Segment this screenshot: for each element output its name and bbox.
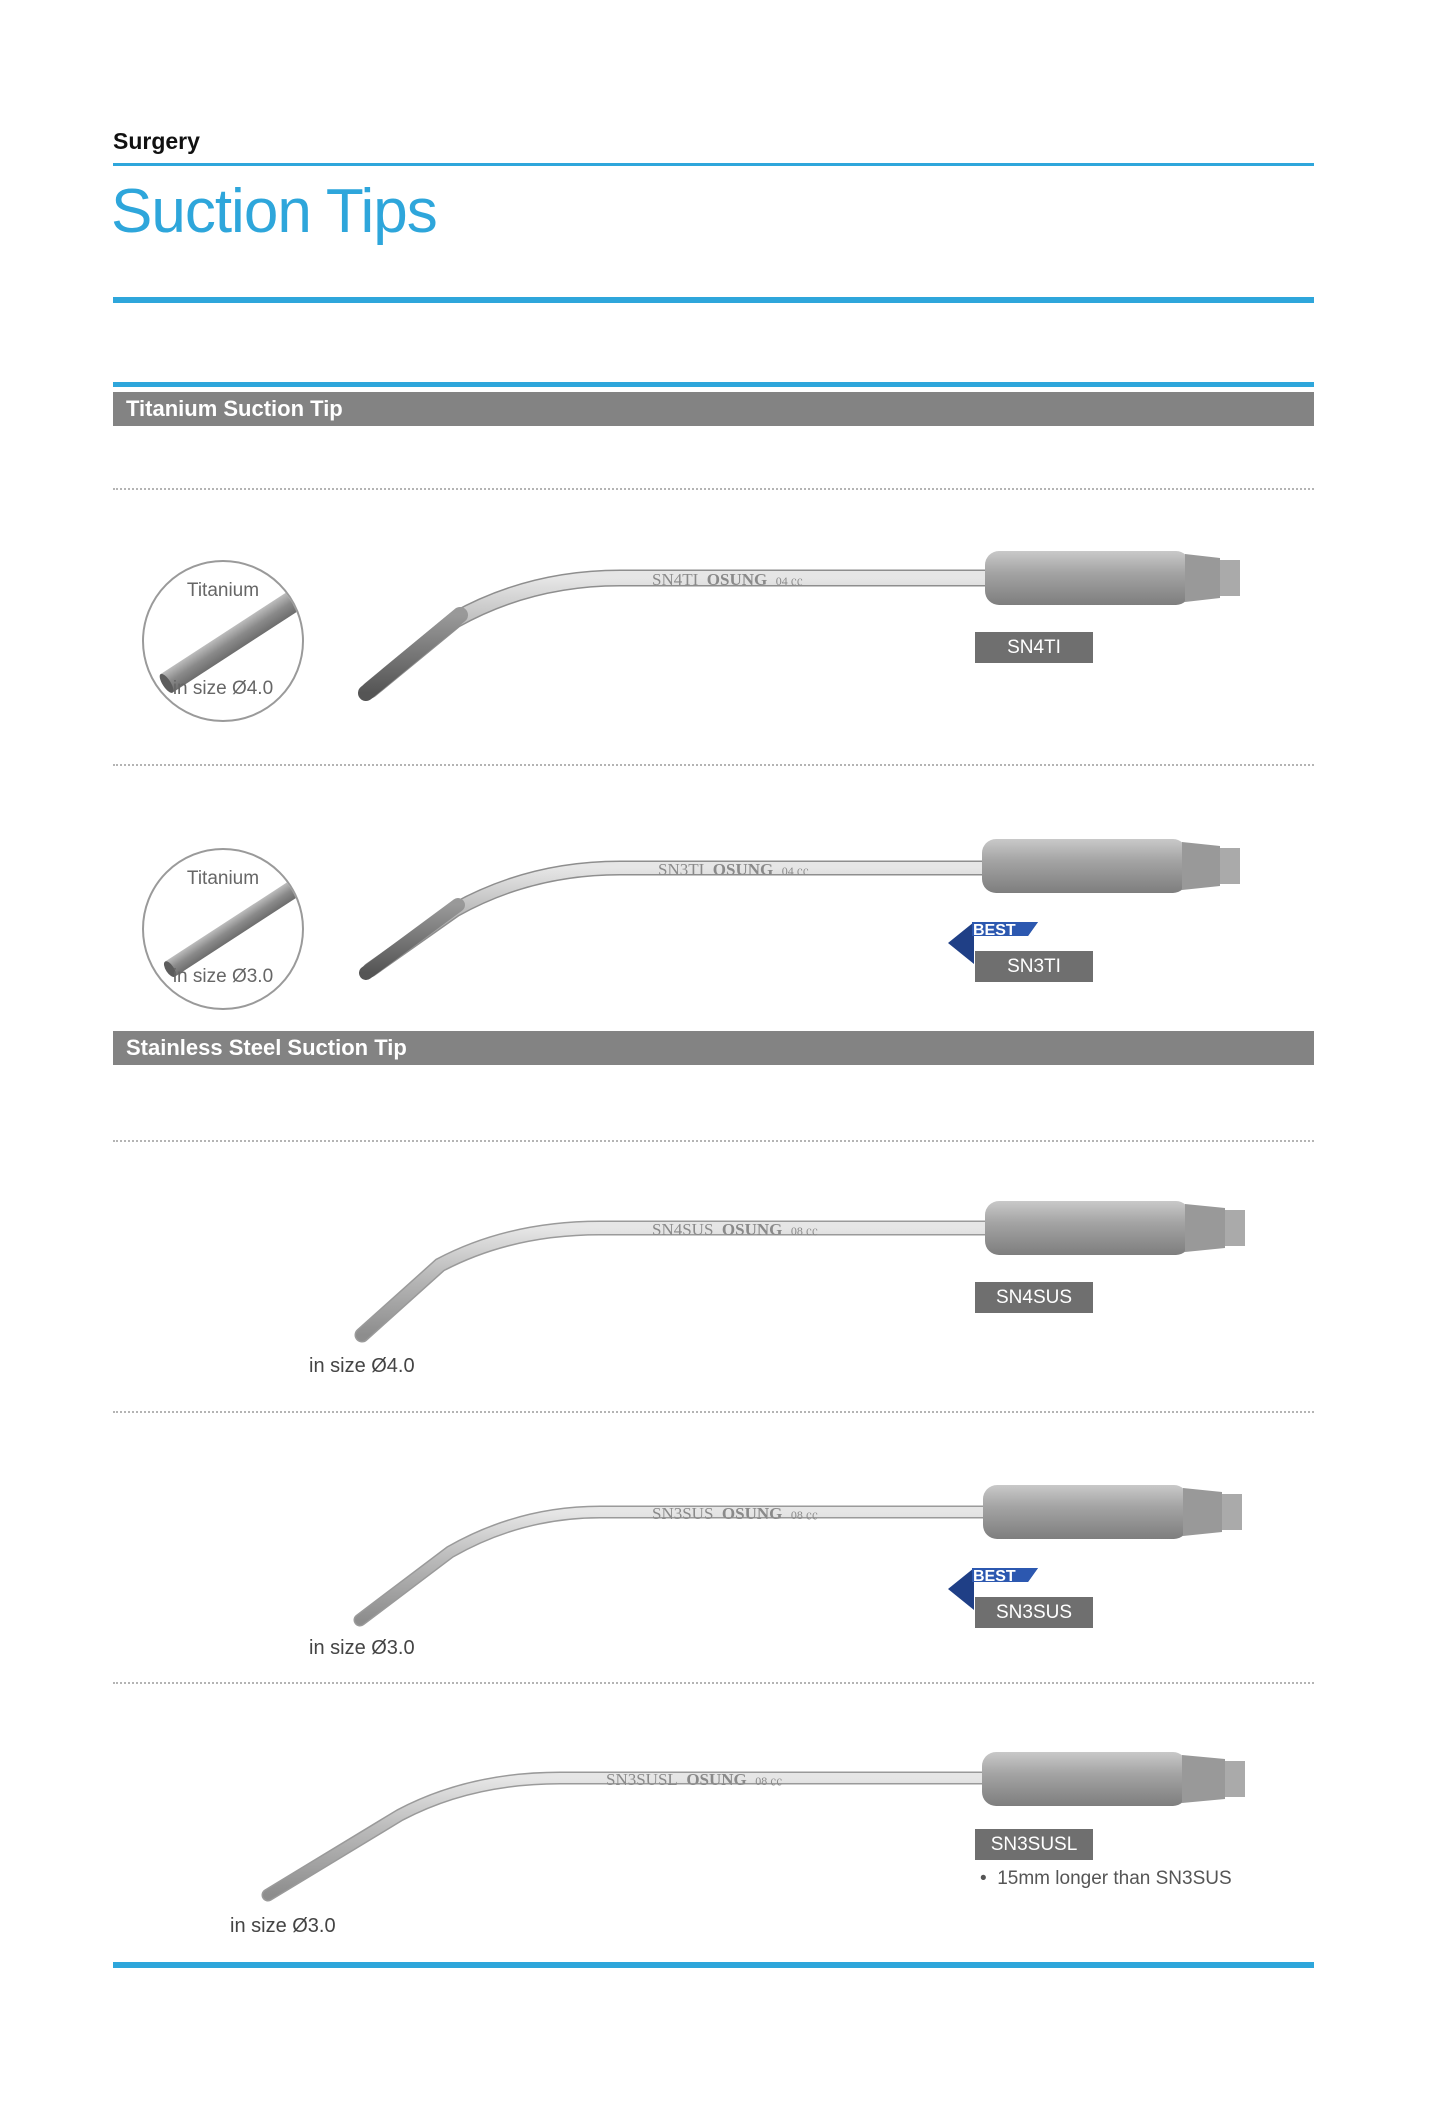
product-code-badge: SN3SUS <box>975 1597 1093 1628</box>
engraving-sn4sus: SN4SUS OSUNG 08 ㏄ <box>652 1220 818 1239</box>
material-callout <box>142 560 304 722</box>
divider <box>113 764 1314 766</box>
product-code-badge: SN3SUSL <box>975 1829 1093 1860</box>
best-label: BEST <box>973 1568 1016 1585</box>
divider <box>113 1140 1314 1142</box>
material-callout <box>142 848 304 1010</box>
engraving-sn4ti: SN4TI OSUNG 04 ㏄ <box>652 570 803 589</box>
material-label: Titanium <box>186 868 260 889</box>
suction-tip-sn4ti-image <box>366 551 1240 693</box>
engraving-sn3susl: SN3SUSL OSUNG 08 ㏄ <box>606 1770 783 1789</box>
header-rule <box>113 163 1314 166</box>
page-title: Suction Tips <box>111 177 437 246</box>
size-label: in size Ø3.0 <box>309 1637 415 1659</box>
category-label: Surgery <box>113 128 200 154</box>
section-rule-titanium <box>113 382 1314 387</box>
section-header-titanium: Titanium Suction Tip <box>113 392 1314 426</box>
product-note: • 15mm longer than SN3SUS <box>980 1868 1232 1889</box>
product-code-badge: SN4TI <box>975 632 1093 663</box>
engraving-sn3ti: SN3TI OSUNG 04 ㏄ <box>658 860 809 879</box>
product-code-badge: SN4SUS <box>975 1282 1093 1313</box>
best-label: BEST <box>973 922 1016 939</box>
divider <box>113 1411 1314 1413</box>
footer-rule <box>113 1962 1314 1968</box>
size-label: in size Ø4.0 <box>309 1355 415 1377</box>
size-label: in size Ø4.0 <box>172 678 274 699</box>
section-header-stainless: Stainless Steel Suction Tip <box>113 1031 1314 1065</box>
title-rule <box>113 297 1314 303</box>
material-label: Titanium <box>186 580 260 601</box>
engraving-sn3sus: SN3SUS OSUNG 08 ㏄ <box>652 1504 818 1523</box>
product-code-badge: SN3TI <box>975 951 1093 982</box>
divider <box>113 1682 1314 1684</box>
divider <box>113 488 1314 490</box>
size-label: in size Ø3.0 <box>230 1915 336 1937</box>
size-label: in size Ø3.0 <box>172 966 274 987</box>
